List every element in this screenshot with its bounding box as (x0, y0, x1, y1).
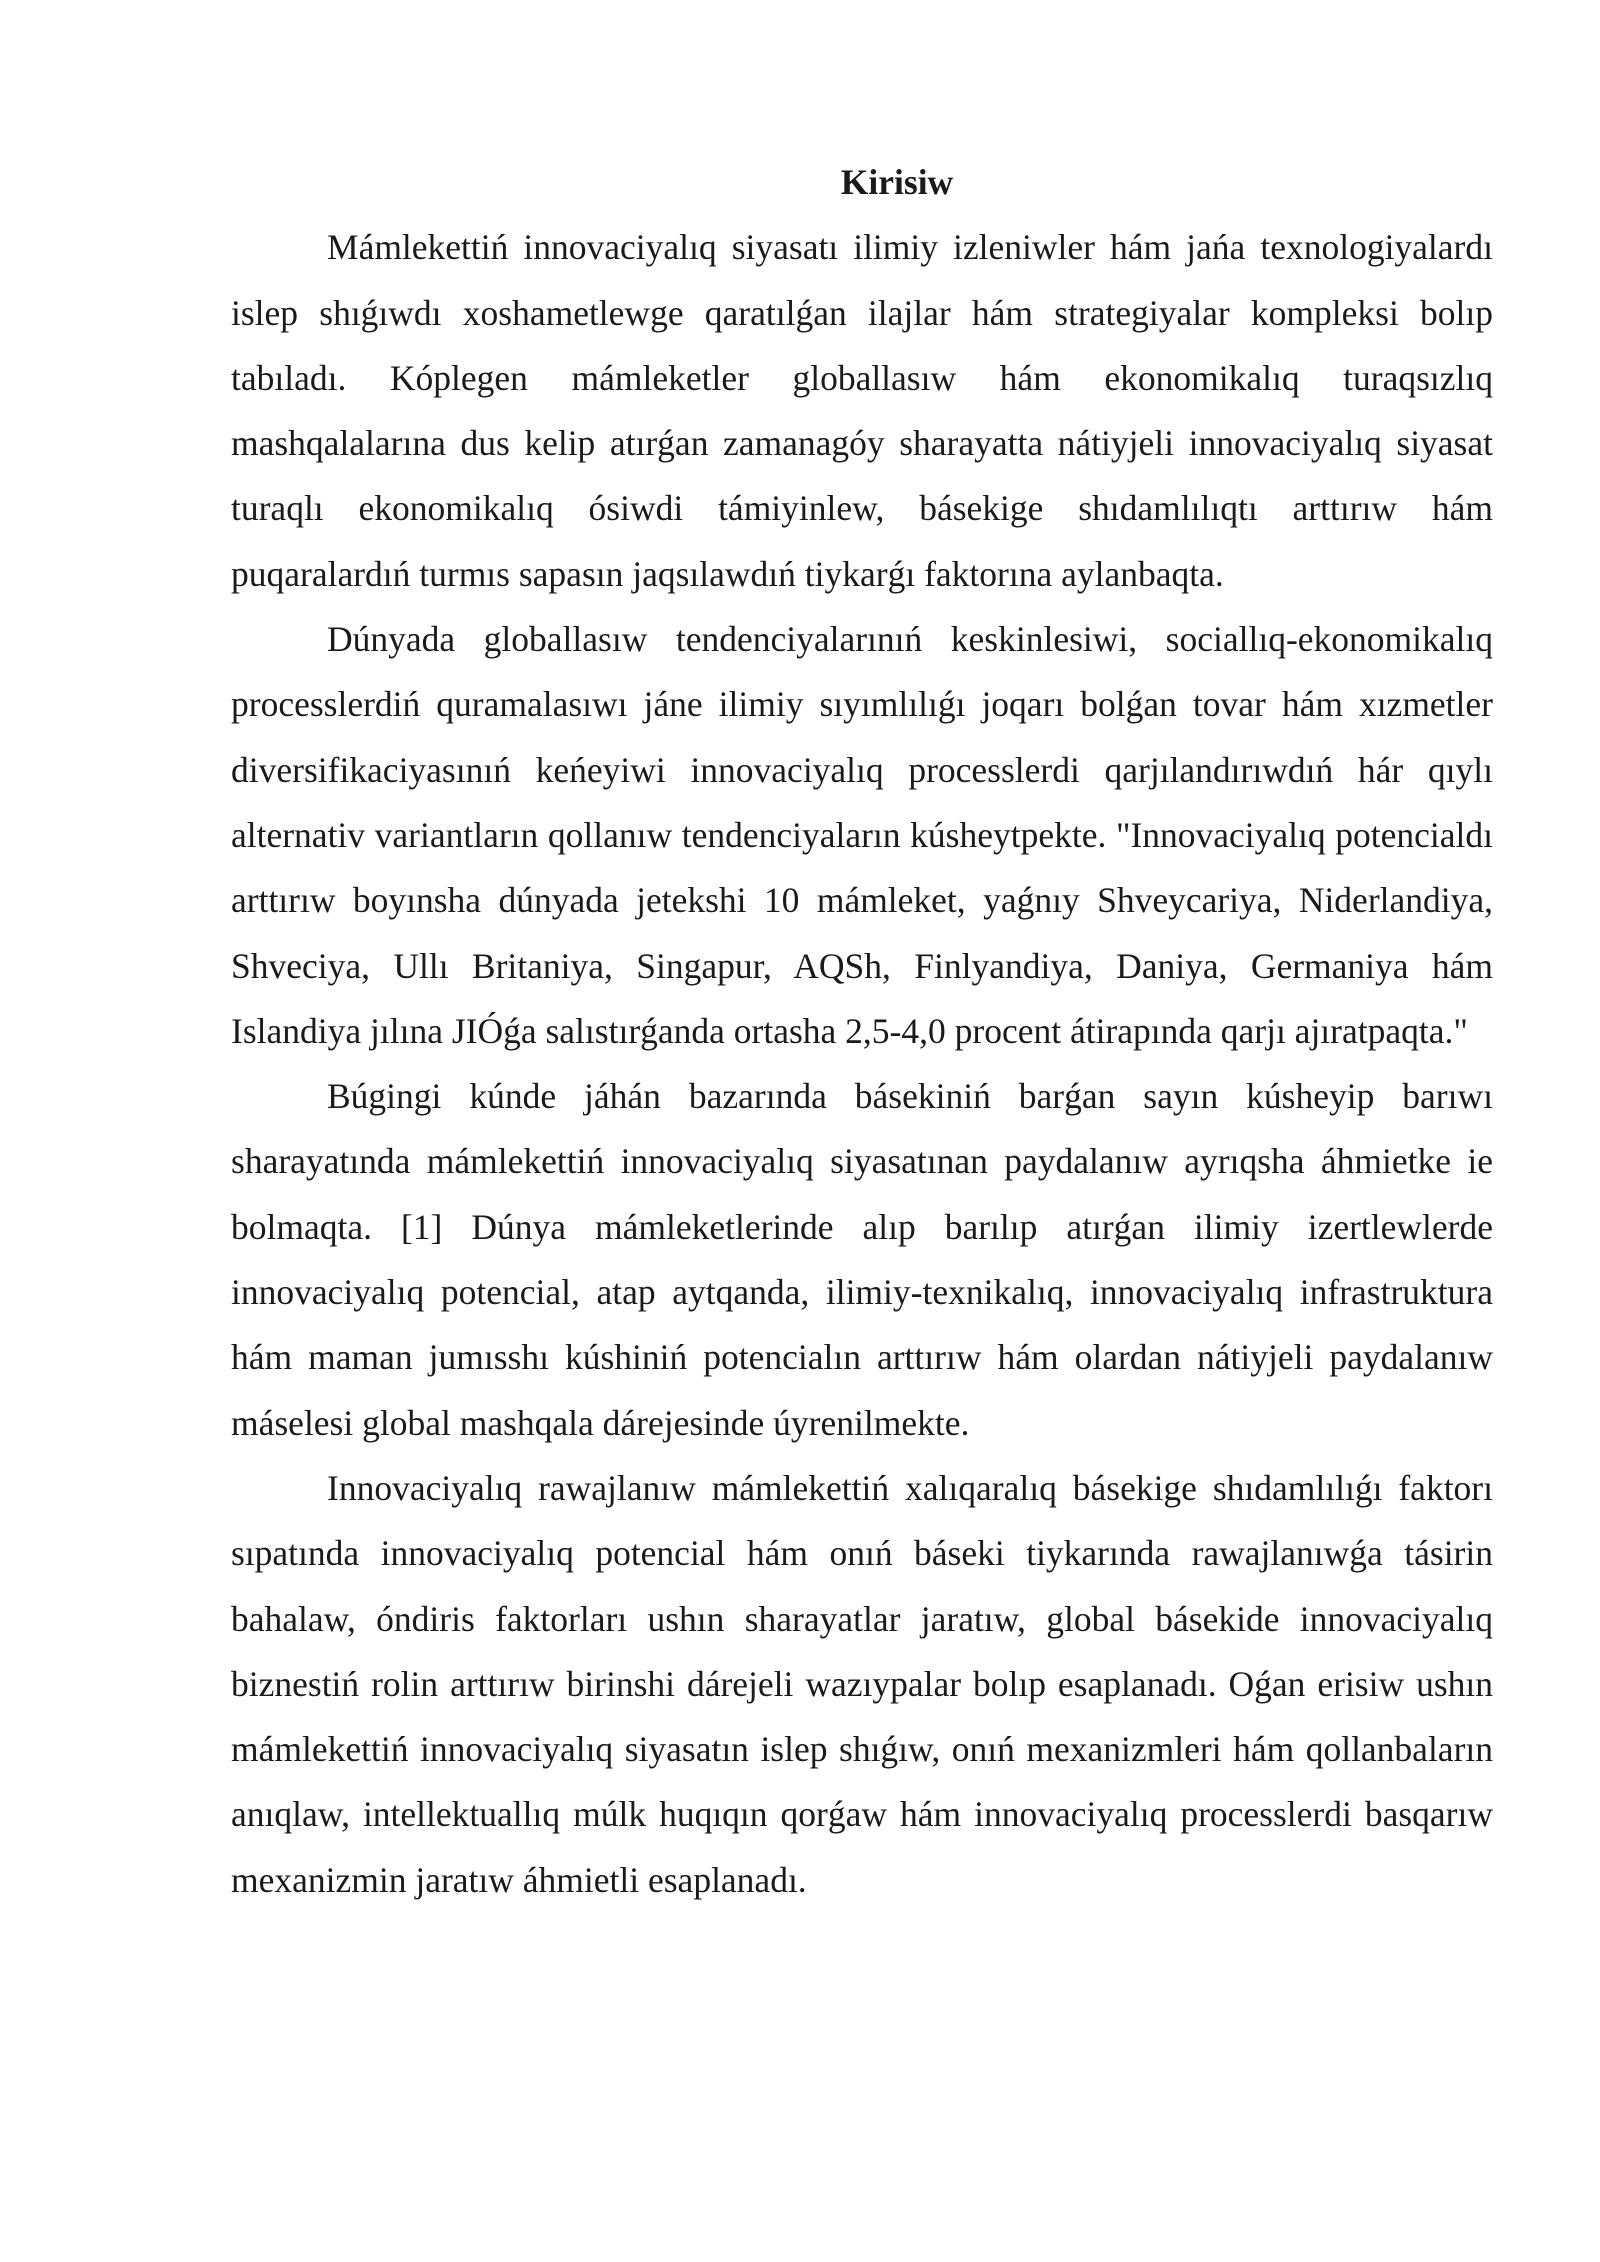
paragraph-4: Innovaciyalıq rawajlanıw mámlekettiń xalıqaralıq básekige shıdamlılıǵı faktorı sıpatında innovaciyalıq potencial hám onıń báseki tiykarında rawajlanıwǵa tásirin bahalaw, óndiris faktorları ushın sharayatlar jaratıw, global básekide innovaciyalıq biznestiń rolin arttırıw birinshi dárejeli wazıypalar bolıp esaplanadı. Oǵan erisiw ushın mámlekettiń innovaciyalıq siyasatın islep shıǵıw, onıń mexanizmleri hám qollanbaların anıqlaw, intellektuallıq múlk huqıqın qorǵaw hám innovaciyalıq processlerdi basqarıw mexanizmin jaratıw áhmietli esaplanadı. (231, 1467, 1493, 1900)
paragraph-1: Mámlekettiń innovaciyalıq siyasatı ilimiy izleniwler hám jańa texnologiyalardı islep shıǵıwdı xoshametlewge qaratılǵan ilajlar hám strategiyalar kompleksi bolıp tabıladı. Kóplegen mámleketler globallasıw hám ekonomikalıq turaqsızlıq mashqalalarına dus kelip atırǵan zamanagóy sharayatta nátiyjeli innovaciyalıq siyasat turaqlı ekonomikalıq ósiwdi támiyinlew, básekige shıdamlılıqtı arttırıw hám puqaralardıń turmıs sapasın jaqsılawdıń tiykarǵı faktorına aylanbaqta. (231, 227, 1493, 594)
paragraph-3: Búgingi kúnde jáhán bazarında básekiniń barǵan sayın kúsheyip barıwı sharayatında mámlekettiń innovaciyalıq siyasatınan paydalanıw ayrıqsha áhmietke ie bolmaqta. [1] Dúnya mámleketlerinde alıp barılıp atırǵan ilimiy izertlewlerde innovaciyalıq potencial, atap aytqanda, ilimiy-texnikalıq, innovaciyalıq infrastruktura hám maman jumısshı kúshiniń potencialın arttırıw hám olardan nátiyjeli paydalanıw máselesi global mashqala dárejesinde úyrenilmekte. (231, 1076, 1493, 1443)
document-title: Kirisiw (840, 162, 954, 202)
paragraph-2: Dúnyada globallasıw tendenciyalarınıń keskinlesiwi, sociallıq-ekonomikalıq processlerdiń quramalasıwı jáne ilimiy sıyımlılıǵı joqarı bolǵan tovar hám xızmetler diversifikaciyasınıń keńeyiwi innovaciyalıq processlerdi qarjılandırıwdıń hár qıylı alternativ variantların qollanıw tendenciyaların kúsheytpekte. "Innovaciyalıq potencialdı arttırıw boyınsha dúnyada jetekshi 10 mámleket, yaǵnıy Shveycariya, Niderlandiya, Shveciya, Ullı Britaniya, Singapur, AQSh, Finlyandiya, Daniya, Germaniya hám Islandiya jılına JIÓǵa salıstırǵanda ortasha 2,5-4,0 procent átirapında qarjı ajıratpaqta." (231, 619, 1493, 1051)
document-body (231, 150, 1493, 1913)
